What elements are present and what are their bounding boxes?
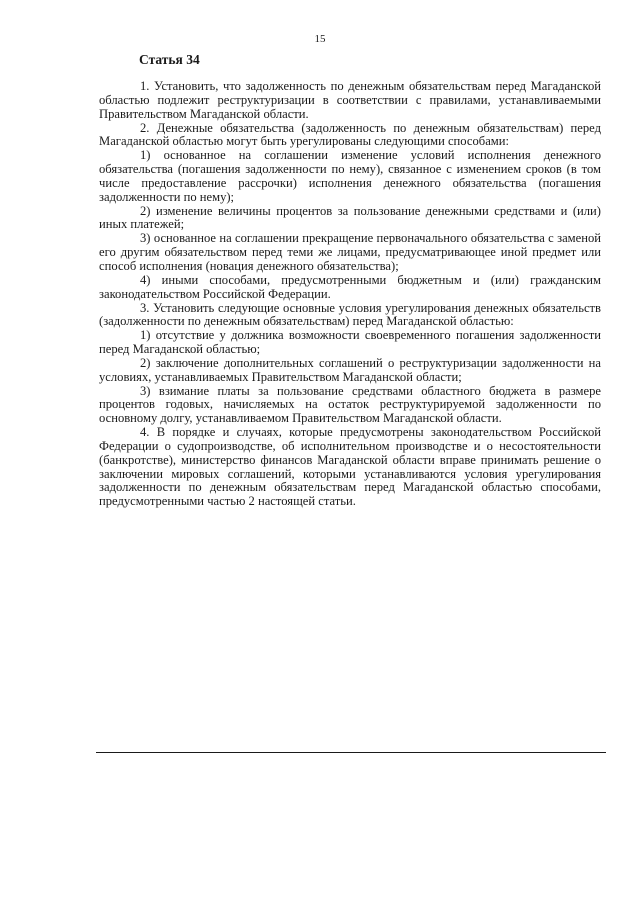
paragraph-item-3-1: 1) отсутствие у должника возможности своевременного погашения задолженности перед Магаданской областью; [99,328,601,357]
article-body [99,80,601,509]
paragraph-item-3-2: 2) заключение дополнительных соглашений о реструктуризации задолженности на условиях, устанавливаемых Правительством Магаданской области; [99,355,601,384]
paragraph-item-2-1: 1) основанное на соглашении изменение условий исполнения денежного обязательства (погашения задолженности по нему), связанное с изменением сроков (в том числе предоставление рассрочки) исполнения денежного обязательства (погашения задолженности по нему); [99,148,601,204]
paragraph-item-3-3: 3) взимание платы за пользование средствами областного бюджета в размере процентов годовых, начисляемых на остаток реструктурируемой задолженности по основному долгу, устанавливаемом Правительством Магаданской области. [99,383,601,426]
paragraph-item-2-3: 3) основанное на соглашении прекращение первоначального обязательства с заменой его другим обязательством перед теми же лицами, предусматривающее иной предмет или способ исполнения (новация денежного обязательства); [99,231,601,273]
paragraph-part-1: 1. Установить, что задолженность по денежным обязательствам перед Магаданской областью подлежит реструктуризации в соответствии с правилами, устанавливаемыми Правительством Магаданской области. [99,79,601,121]
paragraph-part-4: 4. В порядке и случаях, которые предусмотрены законодательством Российской Федерации о судопроизводстве, об исполнительном производстве и о несостоятельности (банкротстве), министерство финансов Магаданской области вправе принимать решение о заключении мировых соглашений, которыми устанавливаются условия урегулирования задолженности по денежным обязательствам перед Магаданской областью способами, предусмотренными частью 2 настоящей статьи. [99,425,601,509]
paragraph-part-2: 2. Денежные обязательства (задолженность по денежным обязательствам) перед Магаданской областью могут быть урегулированы следующими способами: [99,120,601,149]
paragraph-part-3: 3. Установить следующие основные условия урегулирования денежных обязательств (задолженности по денежным обязательствам) перед Магаданской областью: [99,300,601,329]
footer-divider [96,752,606,753]
page-number: 15 [314,33,326,45]
paragraph-item-2-2: 2) изменение величины процентов за пользование денежными средствами и (или) иных платежей; [99,203,601,232]
article-title: Статья 34 [139,52,200,67]
paragraph-item-2-4: 4) иными способами, предусмотренными бюджетным и (или) гражданским законодательством Российской Федерации. [99,272,601,301]
